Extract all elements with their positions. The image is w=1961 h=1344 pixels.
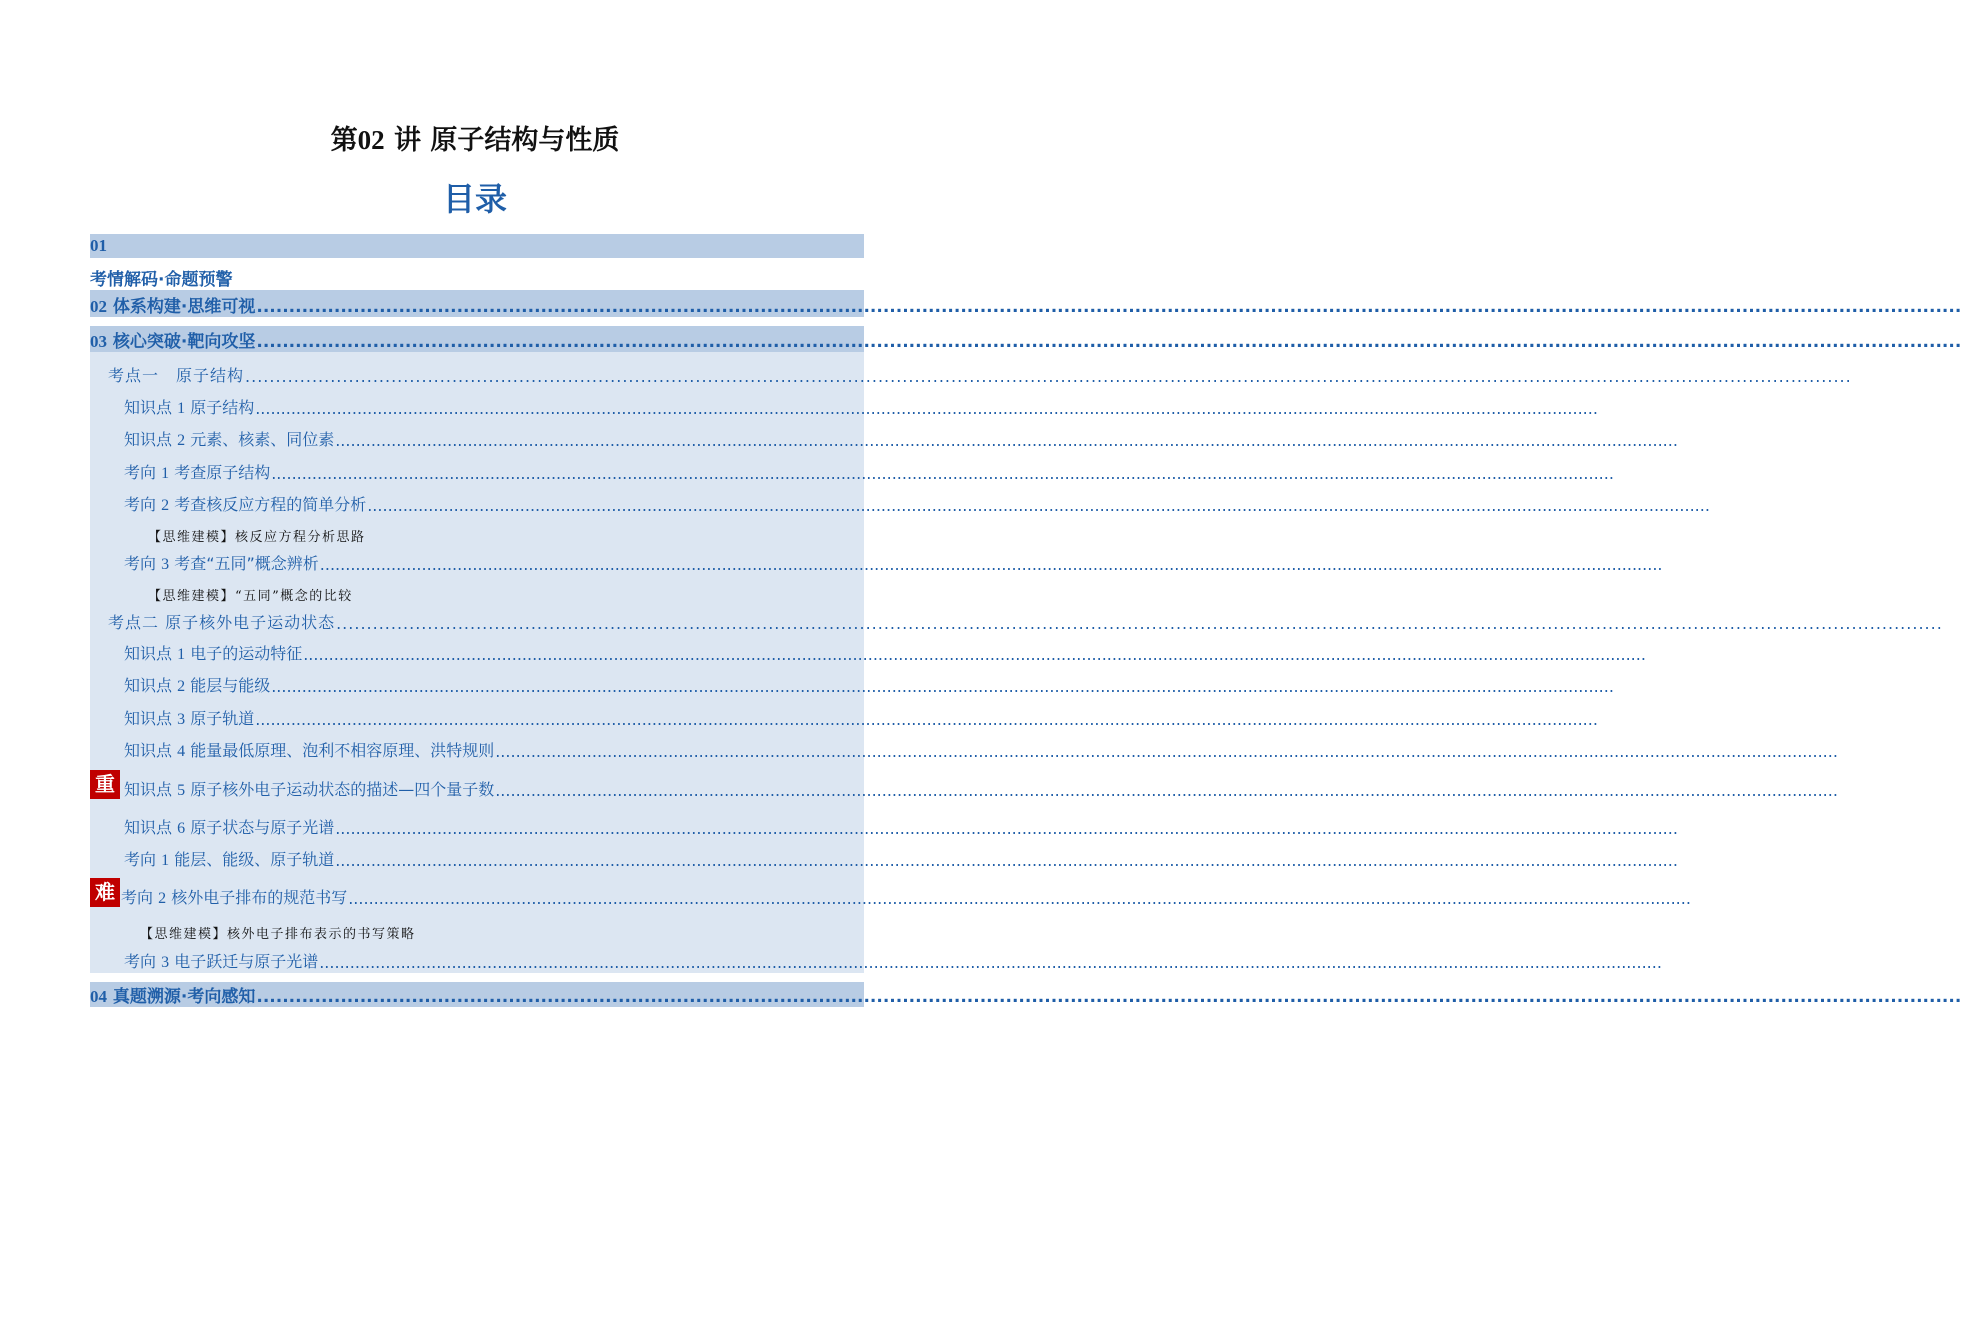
entry-label: 知识点 4 能量最低原理、泡利不相容原理、洪特规则: [124, 741, 495, 760]
entry-label: 考向 2 核外电子排布的规范书写: [121, 888, 348, 907]
dot-leader: ........................................................................................................................................................................................................................................................................: [303, 645, 1646, 664]
toc-section-01-number-row[interactable]: [90, 234, 864, 258]
toc-knowledge-point-2-3[interactable]: [90, 705, 1598, 729]
dot-leader: ........................................................................................................................................................................................................................................................................: [319, 555, 1663, 574]
toc-thinking-model-2[interactable]: [90, 582, 864, 604]
toc-knowledge-point-2-4[interactable]: [90, 737, 1838, 761]
section-number: 01: [90, 236, 107, 255]
toc-thinking-model-1[interactable]: [90, 523, 864, 545]
toc-section-04[interactable]: [90, 982, 1961, 1007]
toc-direction-2-3[interactable]: [90, 948, 1662, 972]
entry-label: 知识点 1 电子的运动特征: [124, 644, 303, 663]
dot-leader: ........................................................................................................................................................................................................................................................................: [348, 889, 1691, 908]
section-title: 考情解码·命题预警: [90, 270, 233, 290]
toc-knowledge-point-2-1[interactable]: [90, 640, 1646, 664]
entry-label: 考向 1 考查原子结构: [124, 463, 271, 482]
section-title: 真题溯源·考向感知: [112, 987, 256, 1007]
toc-knowledge-point-1-1[interactable]: [90, 394, 1598, 418]
toc-section-03[interactable]: [90, 326, 1961, 352]
toc-direction-1-1[interactable]: [90, 459, 1614, 483]
section-title: 体系构建·思维可视: [112, 297, 256, 317]
entry-label: 【思维建模】“五同”概念的比较: [148, 589, 353, 604]
dot-leader: ........................................................................................................................................................................................................................................................................: [335, 819, 1678, 838]
toc-exam-point-2[interactable]: [90, 607, 1943, 633]
entry-label: 知识点 2 能层与能级: [124, 676, 271, 695]
difficult-badge: 难: [90, 878, 120, 907]
entry-label: 【思维建模】核反应方程分析思路: [148, 530, 366, 545]
important-badge: 重: [90, 770, 120, 799]
section-title: 核心突破·靶向攻坚: [112, 332, 256, 352]
section-number: 02: [90, 297, 107, 316]
exam-point-title: 考点二 原子核外电子运动状态: [108, 613, 336, 632]
dot-leader: ........................................................................................................................................................................................................................................................................: [271, 464, 1614, 483]
toc-section-02[interactable]: [90, 290, 1961, 317]
entry-label: 考向 2 考查核反应方程的简单分析: [124, 495, 367, 514]
document-title: 第02 讲 原子结构与性质: [330, 125, 620, 156]
dot-leader: ........................................................................................................................................................................................................................................................................: [256, 297, 1961, 317]
entry-label: 知识点 3 原子轨道: [124, 709, 255, 728]
dot-leader: ........................................................................................................................................................................................................................................................................: [495, 742, 1838, 761]
section-number: 04: [90, 987, 107, 1006]
dot-leader: ........................................................................................................................................................................................................................................................................: [335, 851, 1678, 870]
dot-leader: ........................................................................................................................................................................................................................................................................: [367, 496, 1710, 515]
entry-label: 考向 3 电子跃迁与原子光谱: [124, 952, 319, 971]
dot-leader: ........................................................................................................................................................................................................................................................................: [245, 367, 1852, 386]
entry-label: 知识点 6 原子状态与原子光谱: [124, 818, 335, 837]
dot-leader: ........................................................................................................................................................................................................................................................................: [335, 431, 1678, 450]
toc-heading: 目录: [442, 180, 507, 218]
dot-leader: ........................................................................................................................................................................................................................................................................: [256, 332, 1961, 352]
toc-direction-2-2[interactable]: [90, 884, 1691, 908]
toc-exam-point-1[interactable]: [90, 360, 1852, 386]
exam-point-title: 考点一 原子结构: [108, 366, 245, 385]
toc-direction-1-3[interactable]: [90, 550, 1663, 574]
toc-knowledge-point-2-5[interactable]: [90, 774, 1838, 800]
entry-label: 【思维建模】核外电子排布表示的书写策略: [140, 927, 416, 942]
entry-label: 知识点 1 原子结构: [124, 398, 255, 417]
dot-leader: ........................................................................................................................................................................................................................................................................: [495, 781, 1838, 800]
dot-leader: ........................................................................................................................................................................................................................................................................: [271, 677, 1614, 696]
toc-direction-1-2[interactable]: [90, 491, 1710, 515]
toc-knowledge-point-2-6[interactable]: [90, 814, 1678, 838]
dot-leader: ........................................................................................................................................................................................................................................................................: [336, 614, 1943, 633]
section-number: 03: [90, 332, 107, 351]
entry-label: 考向 3 考查“五同”概念辨析: [124, 554, 319, 573]
toc-knowledge-point-2-2[interactable]: [90, 672, 1614, 696]
dot-leader: ........................................................................................................................................................................................................................................................................: [255, 710, 1598, 729]
entry-label: 考向 1 能层、能级、原子轨道: [124, 850, 335, 869]
toc-knowledge-point-1-2[interactable]: [90, 426, 1678, 450]
dot-leader: ........................................................................................................................................................................................................................................................................: [319, 953, 1662, 972]
toc-direction-2-1[interactable]: [90, 846, 1678, 870]
dot-leader: ........................................................................................................................................................................................................................................................................: [255, 399, 1598, 418]
entry-label: 知识点 2 元素、核素、同位素: [124, 430, 335, 449]
toc-section-01-title-row[interactable]: [90, 266, 864, 290]
dot-leader: ........................................................................................................................................................................................................................................................................: [256, 987, 1961, 1007]
toc-thinking-model-3[interactable]: [90, 920, 864, 942]
entry-label: 知识点 5 原子核外电子运动状态的描述—四个量子数: [124, 780, 495, 799]
